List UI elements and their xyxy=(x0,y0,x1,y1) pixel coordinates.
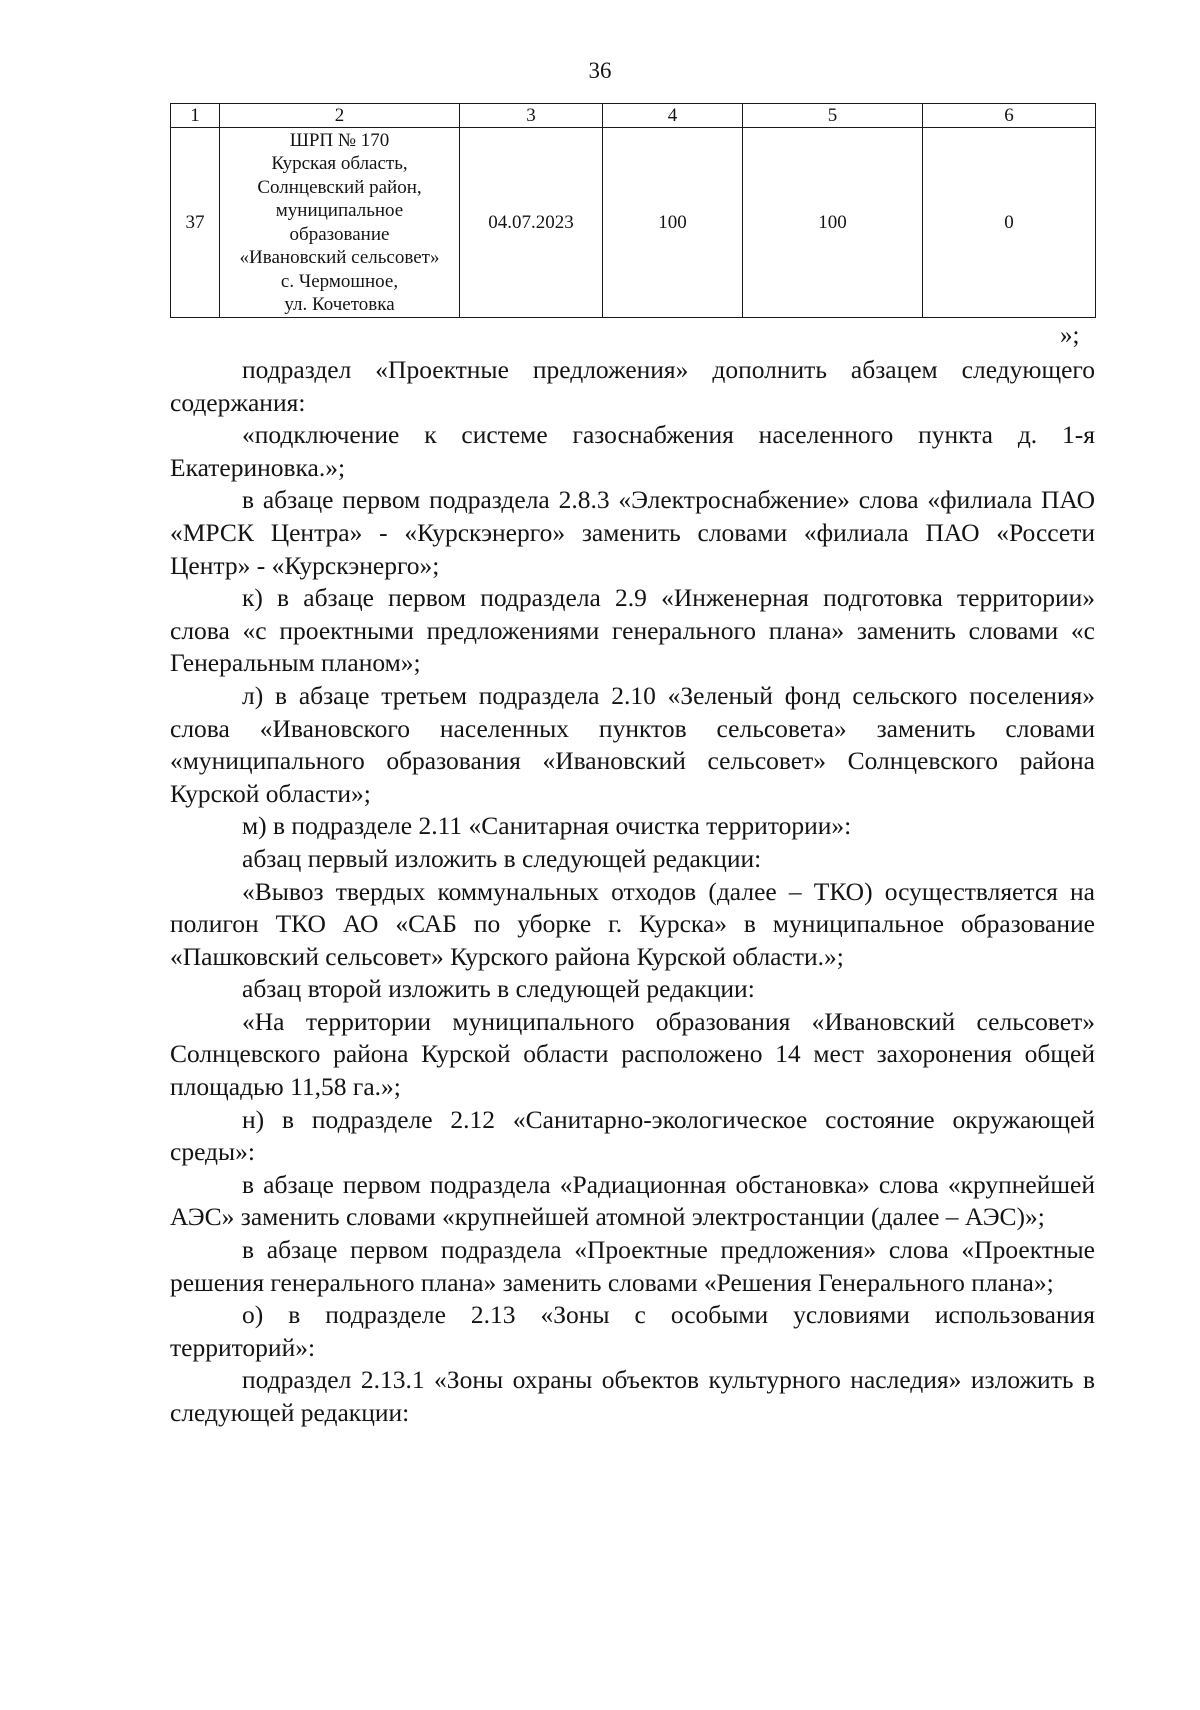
value-cell: 0 xyxy=(923,128,1096,318)
paragraph: о) в подразделе 2.13 «Зоны с особыми условиями использования территорий»: xyxy=(170,1300,1095,1362)
object-line: Солнцевский район, xyxy=(257,176,422,198)
data-table xyxy=(170,103,1096,318)
paragraph: абзац первый изложить в следующей редакции: xyxy=(242,843,762,873)
paragraph: л) в абзаце третьем подраздела 2.10 «Зеленый фонд сельского поселения» слова «Ивановского населенных пунктов сельсовета» заменить словами «муниципального образования «Ивановский сельсовет» Солнцевского района Курской области»; xyxy=(170,680,1095,808)
date-cell: 04.07.2023 xyxy=(460,128,603,318)
paragraph: н) в подразделе 2.12 «Санитарно-экологическое состояние окружающей среды»: xyxy=(170,1104,1095,1167)
object-line: Курская область, xyxy=(271,153,408,174)
page-number: 36 xyxy=(588,58,612,83)
object-line: «Ивановский сельсовет» xyxy=(239,247,440,268)
paragraph: в абзаце первом подраздела «Радиационная обстановка» слова «крупнейшей АЭС» заменить словами «крупнейшей атомной электростанции (далее – АЭС)»; xyxy=(170,1169,1095,1232)
paragraph: к) в абзаце первом подраздела 2.9 «Инженерная подготовка территории» слова «с проектными предложениями генерального плана» заменить словами «с Генеральным планом»; xyxy=(170,583,1095,678)
header-cell: 5 xyxy=(743,104,923,128)
row-number-cell: 37 xyxy=(171,128,220,318)
object-line: образование xyxy=(289,223,390,245)
object-description-cell xyxy=(220,128,460,318)
object-line: с. Чермошное, xyxy=(280,270,399,292)
object-line: муниципальное xyxy=(275,200,404,221)
document-body xyxy=(170,354,1095,1430)
header-cell: 3 xyxy=(460,104,603,128)
paragraph: подраздел «Проектные предложения» дополнить абзацем следующего содержания: xyxy=(170,355,1095,417)
paragraph: в абзаце первом подраздела 2.8.3 «Электроснабжение» слова «филиала ПАО «МРСК Центра» - «Курскэнерго» заменить словами «филиала ПАО «Россети Центр» - «Курскэнерго»; xyxy=(170,485,1095,580)
paragraph: абзац второй изложить в следующей редакции: xyxy=(242,974,755,1004)
paragraph: «подключение к системе газоснабжения населенного пункта д. 1-я Екатериновка.»; xyxy=(170,420,1095,482)
header-cell: 2 xyxy=(220,104,460,128)
table-row xyxy=(171,128,1096,318)
object-line: ШРП № 170 xyxy=(289,129,390,151)
paragraph: в абзаце первом подраздела «Проектные предложения» слова «Проектные решения генерального плана» заменить словами «Решения Генерального плана»; xyxy=(170,1235,1095,1297)
header-cell: 4 xyxy=(603,104,743,128)
value-cell: 100 xyxy=(603,128,743,318)
closing-quote-mark: »; xyxy=(1060,322,1080,349)
paragraph: «На территории муниципального образования «Ивановский сельсовет» Солнцевского района Курской области расположено 14 мест захоронения общей площадью 11,58 га.»; xyxy=(170,1006,1095,1102)
paragraph: м) в подразделе 2.11 «Санитарная очистка территории»: xyxy=(242,811,852,841)
paragraph: «Вывоз твердых коммунальных отходов (далее – ТКО) осуществляется на полигон ТКО АО «САБ по уборке г. Курска» в муниципальное образование «Пашковский сельсовет» Курского района Курской области.»; xyxy=(170,876,1095,971)
paragraph: подраздел 2.13.1 «Зоны охраны объектов культурного наследия» изложить в следующей редакции: xyxy=(170,1365,1095,1427)
value-cell: 100 xyxy=(743,128,923,318)
table-header-row xyxy=(171,104,1096,128)
header-cell: 1 xyxy=(171,104,220,128)
header-cell: 6 xyxy=(923,104,1096,128)
object-line: ул. Кочетовка xyxy=(284,294,395,315)
